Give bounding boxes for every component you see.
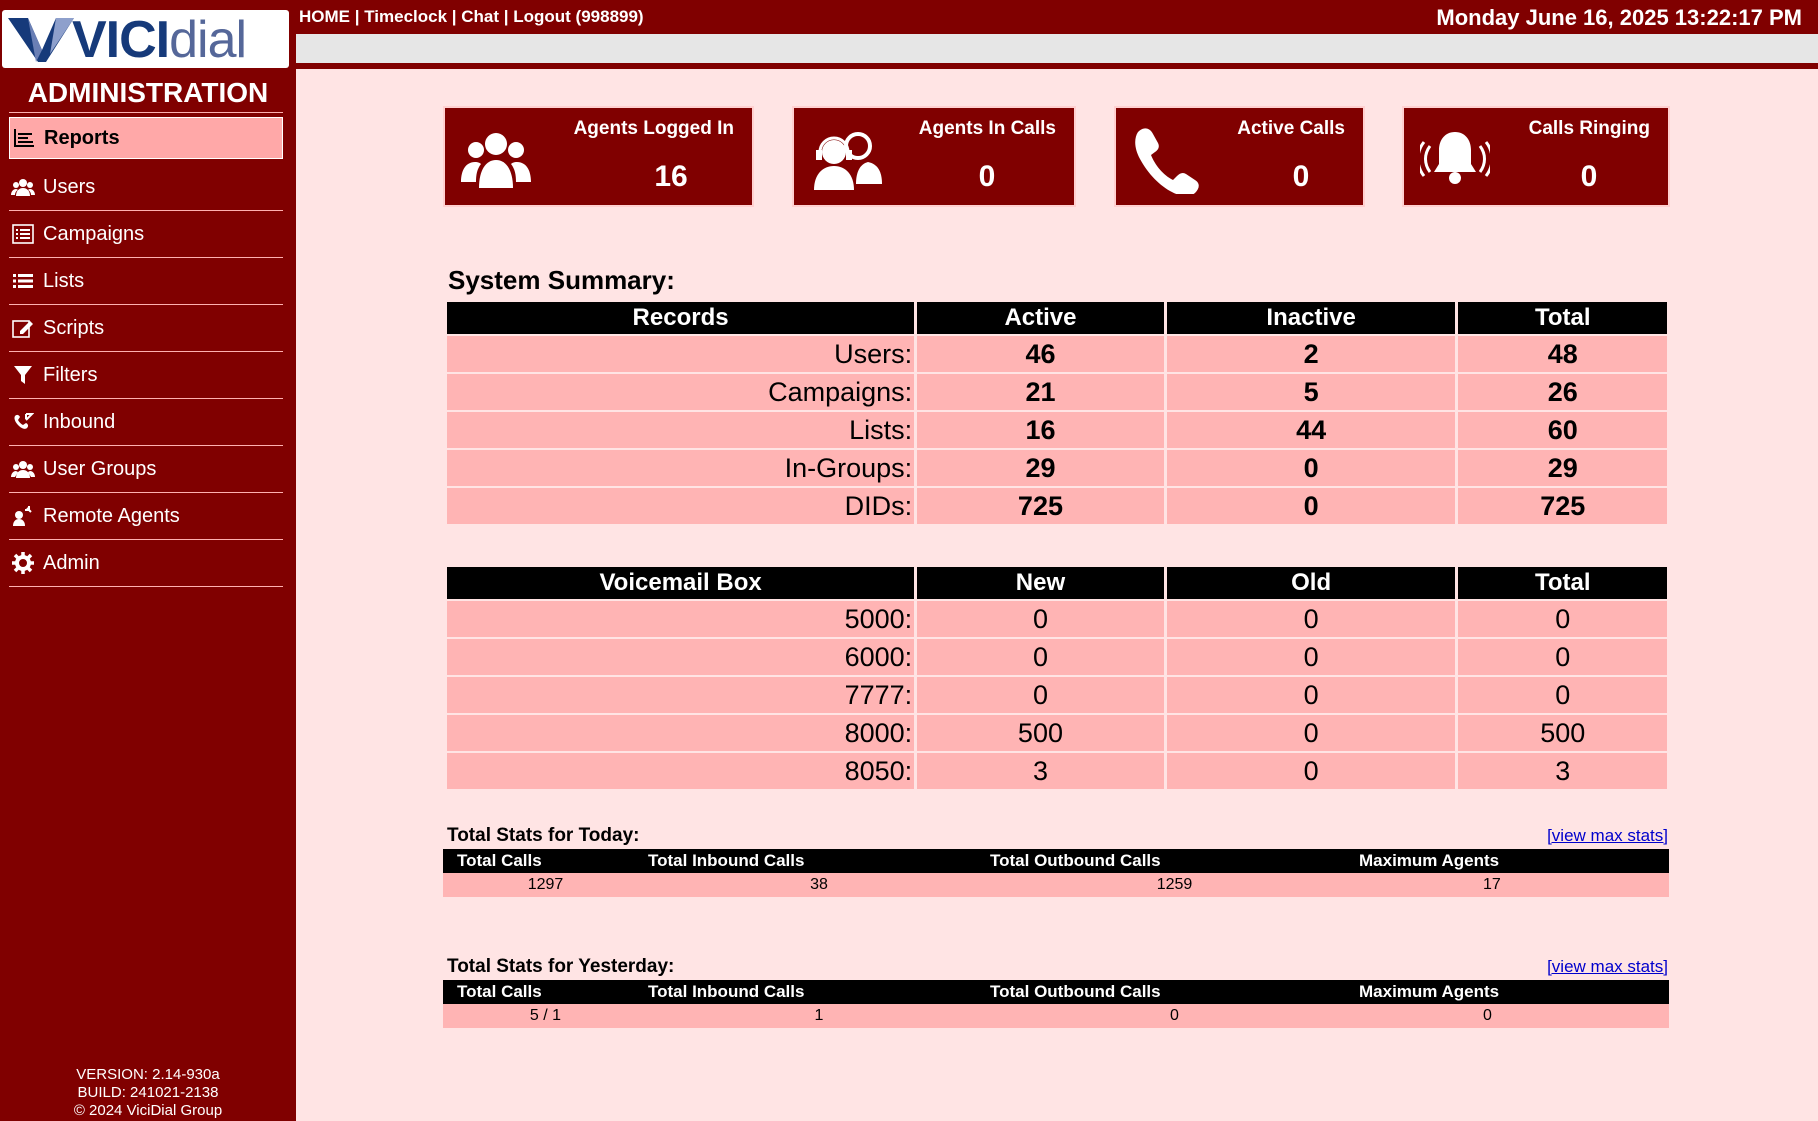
current-datetime: Monday June 16, 2025 13:22:17 PM: [1436, 5, 1802, 30]
column-header: Inactive: [1167, 302, 1456, 334]
today-stats-table: [443, 849, 1669, 897]
card-label: Calls Ringing: [1528, 118, 1650, 139]
active-calls-card[interactable]: [1114, 106, 1365, 207]
sidebar-item-label: Campaigns: [43, 222, 145, 245]
column-header: Active: [917, 302, 1164, 334]
ringing-bell-icon: [1420, 126, 1490, 190]
sidebar-item-reports[interactable]: [9, 117, 283, 159]
inactive-count: 0: [1167, 488, 1456, 524]
separator: |: [350, 7, 365, 26]
column-header: Maximum Agents: [1359, 849, 1669, 873]
active-count: 21: [917, 374, 1164, 410]
logout-link[interactable]: Logout (998899): [513, 7, 644, 26]
voicemail-box[interactable]: 8000:: [447, 715, 914, 751]
total-count: 0: [1458, 601, 1667, 637]
total-count: 500: [1458, 715, 1667, 751]
column-header: Voicemail Box: [447, 567, 914, 599]
card-label: Agents In Calls: [918, 118, 1056, 139]
system-summary-title: System Summary:: [448, 265, 675, 295]
record-label[interactable]: DIDs:: [447, 488, 914, 524]
logo-text: VICIdial: [72, 11, 247, 68]
old-count: 0: [1167, 715, 1456, 751]
table-header-row: [443, 980, 1669, 1004]
active-count: 725: [917, 488, 1164, 524]
today-view-max-stats-link[interactable]: [view max stats]: [1547, 826, 1668, 845]
remote-agent-icon: [11, 505, 35, 527]
sidebar-item-scripts[interactable]: [9, 305, 283, 352]
table-row[interactable]: [447, 601, 1667, 637]
new-count: 0: [917, 677, 1164, 713]
column-header: New: [917, 567, 1164, 599]
sidebar-item-users[interactable]: [9, 164, 283, 211]
table-row[interactable]: [447, 412, 1667, 448]
total-count: 725: [1458, 488, 1667, 524]
user-groups-icon: [11, 458, 35, 480]
total-count: 3: [1458, 753, 1667, 789]
table-row[interactable]: [447, 715, 1667, 751]
column-header: Total Outbound Calls: [990, 849, 1359, 873]
filter-icon: [11, 364, 35, 386]
sidebar-item-label: Filters: [43, 363, 98, 386]
total-count: 0: [1458, 639, 1667, 675]
inbound-calls-value: 1: [648, 1004, 990, 1028]
sidebar-item-filters[interactable]: [9, 352, 283, 399]
yesterday-view-max-stats-link[interactable]: [view max stats]: [1547, 957, 1668, 976]
column-header: Total Inbound Calls: [648, 849, 990, 873]
record-label[interactable]: Campaigns:: [447, 374, 914, 410]
column-header: Old: [1167, 567, 1456, 599]
sidebar-item-label: Lists: [43, 269, 85, 292]
inactive-count: 5: [1167, 374, 1456, 410]
table-row[interactable]: [447, 336, 1667, 372]
phone-handset-icon: [1132, 126, 1202, 190]
inactive-count: 0: [1167, 450, 1456, 486]
column-header: Total Calls: [443, 849, 648, 873]
total-count: 29: [1458, 450, 1667, 486]
inactive-count: 2: [1167, 336, 1456, 372]
sub-header-bar: [296, 34, 1818, 63]
users-icon: [11, 176, 35, 198]
separator: |: [447, 7, 462, 26]
table-row[interactable]: [447, 753, 1667, 789]
sidebar-nav: [9, 117, 283, 587]
outbound-calls-value: 1259: [990, 873, 1359, 897]
column-header: Records: [447, 302, 914, 334]
total-count: 60: [1458, 412, 1667, 448]
total-calls-value: 5 / 1: [443, 1004, 648, 1028]
table-row[interactable]: [447, 450, 1667, 486]
header-divider: [296, 63, 1818, 69]
top-bar: [296, 0, 1818, 34]
old-count: 0: [1167, 677, 1456, 713]
home-link[interactable]: HOME: [299, 7, 350, 26]
vicidial-logo[interactable]: [2, 10, 289, 68]
list-box-icon: [11, 223, 35, 245]
list-icon: [11, 270, 35, 292]
administration-title: ADMINISTRATION: [27, 77, 269, 108]
sidebar: [0, 0, 296, 1121]
record-label[interactable]: Users:: [447, 336, 914, 372]
timeclock-link[interactable]: Timeclock: [364, 7, 448, 26]
old-count: 0: [1167, 601, 1456, 637]
new-count: 0: [917, 601, 1164, 637]
outbound-calls-value: 0: [990, 1004, 1359, 1028]
column-header: Total Outbound Calls: [990, 980, 1359, 1004]
sidebar-item-label: Reports: [44, 126, 120, 149]
record-label[interactable]: In-Groups:: [447, 450, 914, 486]
bar-chart-icon: [12, 127, 36, 149]
active-count: 46: [917, 336, 1164, 372]
voicemail-box[interactable]: 6000:: [447, 639, 914, 675]
sidebar-item-campaigns[interactable]: [9, 211, 283, 258]
sidebar-item-inbound[interactable]: [9, 399, 283, 446]
sidebar-item-user-groups[interactable]: [9, 446, 283, 493]
new-count: 3: [917, 753, 1164, 789]
agents-group-icon: [461, 126, 531, 190]
table-row[interactable]: [447, 374, 1667, 410]
inbound-calls-value: 38: [648, 873, 990, 897]
total-count: 0: [1458, 677, 1667, 713]
total-count: 48: [1458, 336, 1667, 372]
card-label: Active Calls: [1237, 118, 1345, 139]
column-header: Total: [1458, 567, 1667, 599]
inbound-phone-icon: [11, 411, 35, 433]
yesterday-stats-table: [443, 980, 1669, 1028]
headset-agents-icon: [810, 126, 880, 190]
separator: |: [499, 7, 514, 26]
old-count: 0: [1167, 753, 1456, 789]
top-links: [299, 7, 644, 27]
calls-ringing-card[interactable]: [1402, 106, 1670, 207]
divider: [9, 112, 283, 113]
voicemail-box[interactable]: 5000:: [447, 601, 914, 637]
table-row[interactable]: [447, 488, 1667, 524]
version-info: [0, 1066, 296, 1120]
table-row: [443, 873, 1669, 897]
today-stats-title: Total Stats for Today:: [447, 825, 640, 846]
card-value: 16: [654, 160, 688, 193]
max-agents-value: 0: [1359, 1004, 1669, 1028]
table-row[interactable]: [447, 639, 1667, 675]
table-header-row: [447, 302, 1667, 334]
agents-logged-in-card[interactable]: [443, 106, 754, 207]
new-count: 500: [917, 715, 1164, 751]
build-text: BUILD: 241021-2138: [77, 1084, 219, 1101]
max-agents-value: 17: [1359, 873, 1669, 897]
total-count: 26: [1458, 374, 1667, 410]
logo-v-icon: [6, 14, 76, 64]
column-header: Maximum Agents: [1359, 980, 1669, 1004]
table-row: [443, 1004, 1669, 1028]
active-count: 16: [917, 412, 1164, 448]
sidebar-item-label: User Groups: [43, 457, 157, 480]
card-value: 0: [1292, 160, 1310, 193]
voicemail-box[interactable]: 8050:: [447, 753, 914, 789]
voicemail-box[interactable]: 7777:: [447, 677, 914, 713]
sidebar-item-lists[interactable]: [9, 258, 283, 305]
sidebar-item-label: Users: [43, 175, 96, 198]
sidebar-item-label: Inbound: [43, 410, 116, 433]
sidebar-item-admin[interactable]: [9, 540, 283, 587]
total-calls-value: 1297: [443, 873, 648, 897]
active-count: 29: [917, 450, 1164, 486]
voicemail-table: [444, 565, 1670, 791]
gear-icon: [11, 552, 35, 574]
old-count: 0: [1167, 639, 1456, 675]
table-row[interactable]: [447, 677, 1667, 713]
copyright-text: © 2024 ViciDial Group: [73, 1102, 223, 1119]
inactive-count: 44: [1167, 412, 1456, 448]
chat-link[interactable]: Chat: [461, 7, 500, 26]
column-header: Total: [1458, 302, 1667, 334]
sidebar-item-label: Scripts: [43, 316, 105, 339]
card-label: Agents Logged In: [573, 118, 734, 139]
sidebar-item-label: Admin: [43, 551, 100, 574]
sidebar-item-label: Remote Agents: [43, 504, 180, 527]
column-header: Total Calls: [443, 980, 648, 1004]
agents-in-calls-card[interactable]: [792, 106, 1076, 207]
system-summary-table: [444, 300, 1670, 526]
column-header: Total Inbound Calls: [648, 980, 990, 1004]
card-value: 0: [1580, 160, 1598, 193]
new-count: 0: [917, 639, 1164, 675]
yesterday-stats-title: Total Stats for Yesterday:: [447, 956, 675, 977]
sidebar-item-remote-agents[interactable]: [9, 493, 283, 540]
table-header-row: [447, 567, 1667, 599]
record-label[interactable]: Lists:: [447, 412, 914, 448]
edit-icon: [11, 317, 35, 339]
card-value: 0: [978, 160, 996, 193]
version-text: VERSION: 2.14-930a: [76, 1066, 220, 1083]
table-header-row: [443, 849, 1669, 873]
